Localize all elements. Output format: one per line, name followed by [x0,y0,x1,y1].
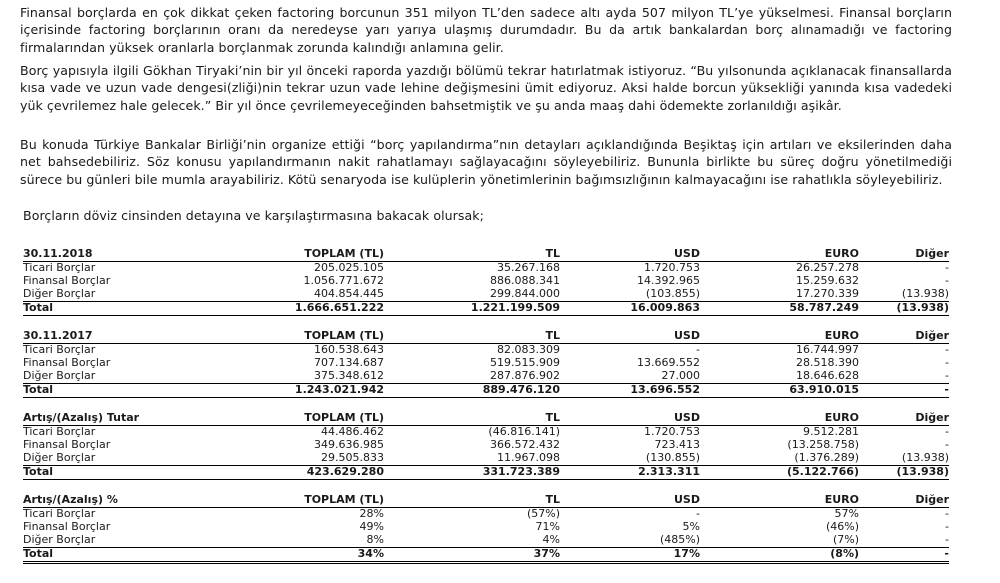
column-header-tl: TL [384,494,560,507]
column-header-total-tl: TOPLAM (TL) [223,248,384,261]
cell-tl: 35.267.168 [497,260,560,274]
total-total-tl: 34% [223,547,384,562]
cell-total-tl: 205.025.105 [314,260,384,274]
cell-euro: 17.270.339 [796,286,859,300]
cell-other: - [945,437,949,451]
cell-tl: 519.515.909 [490,355,560,369]
paragraph-debt-structure: Borç yapısıyla ilgili Gökhan Tiryaki’nin bir yıl önceki raporda yazdığı bölümü tekrar hatırlatmak istiyoruz. “Bu yılsonunda açıklanacak finansallarda kısa vade ve uzun vade dengesi(zliği)nin tekrar uzun vade lehine değişmesini ümit ediyoruz. Aksi halde borcun yüksekliği yanında kısa vadedeki yük çevrilemez hale gelecek.” Bir yıl önce çevrilemeyeceğinden bahsetmiştik ve şu anda maaş dahi ödemekte zorlanıldığı aşikâr. [20,63,952,113]
total-euro: 58.787.249 [700,301,859,315]
cell-euro: (13.258.758) [787,437,859,451]
column-header-usd: USD [560,330,700,343]
total-usd: 2.313.311 [560,465,700,479]
total-label: Total [23,383,223,397]
cell-euro: (7%) [832,532,859,546]
row-label: Ticari Borçlar [23,506,96,520]
total-label: Total [23,301,223,315]
column-header-euro: EURO [700,330,859,343]
cell-tl: 886.088.341 [490,273,560,287]
cell-euro: (1.376.289) [794,450,859,464]
cell-total-tl: 160.538.643 [314,342,384,356]
cell-other: - [945,355,949,369]
column-header-category: 30.11.2017 [23,330,223,343]
debt-table-2018 [23,248,949,316]
cell-other: - [945,506,949,520]
cell-euro: 57% [834,506,859,520]
table-header-row [23,412,949,425]
cell-total-tl: 44.486.462 [321,424,384,438]
total-usd: 17% [560,547,700,562]
cell-usd: (103.855) [645,286,700,300]
cell-euro: 15.259.632 [796,273,859,287]
cell-total-tl: 349.636.985 [314,437,384,451]
cell-other: - [945,368,949,382]
column-header-euro: EURO [700,412,859,425]
cell-tl: 366.572.432 [490,437,560,451]
cell-total-tl: 375.348.612 [314,368,384,382]
row-label: Ticari Borçlar [23,260,96,274]
cell-tl: 287.876.902 [490,368,560,382]
column-header-tl: TL [384,248,560,261]
row-label: Finansal Borçlar [23,355,111,369]
cell-euro: 28.518.390 [796,355,859,369]
table-row [23,357,949,370]
table-row [23,507,949,520]
total-row [23,465,949,479]
cell-usd: - [696,342,700,356]
cell-tl: 71% [535,519,560,533]
row-label: Finansal Borçlar [23,519,111,533]
cell-other: (13.938) [901,286,949,300]
cell-total-tl: 29.505.833 [321,450,384,464]
total-euro: (5.122.766) [700,465,859,479]
total-other: (13.938) [859,301,949,315]
total-tl: 331.723.389 [384,465,560,479]
cell-other: - [945,342,949,356]
total-usd: 16.009.863 [560,301,700,315]
cell-tl: 299.844.000 [490,286,560,300]
cell-euro: (46%) [825,519,859,533]
paragraph-factoring: Finansal borçlarda en çok dikkat çeken factoring borcunun 351 milyon TL’den sadece altı ayda 507 milyon TL’ye yükselmesi. Finansal borçların içerisinde factoring borçlarının oranı da neredeyse yarı yarıya ulaşmış durumdadır. Bu da artık bankalardan borç alınamadığı ve factoring firmalarından yüksek oranlarla borçlanmak zorunda kalındığı anlamına gelir. [20,5,952,55]
cell-usd: 723.413 [654,437,700,451]
table-row [23,521,949,534]
table-row [23,370,949,383]
column-header-euro: EURO [700,494,859,507]
cell-usd: 1.720.753 [644,424,700,438]
cell-other: - [945,519,949,533]
cell-tl: (57%) [526,506,560,520]
cell-usd: 27.000 [661,368,700,382]
table-header-row [23,330,949,343]
table-row [23,288,949,301]
cell-usd: (130.855) [645,450,700,464]
row-label: Diğer Borçlar [23,368,96,382]
total-euro: (8%) [700,547,859,562]
row-label: Finansal Borçlar [23,437,111,451]
table-header-row [23,494,949,507]
cell-usd: (485%) [659,532,700,546]
total-tl: 1.221.199.509 [384,301,560,315]
column-header-total-tl: TOPLAM (TL) [223,330,384,343]
total-row [23,383,949,397]
column-header-usd: USD [560,494,700,507]
cell-tl: (46.816.141) [488,424,560,438]
row-label: Diğer Borçlar [23,450,96,464]
row-label: Ticari Borçlar [23,342,96,356]
cell-usd: 1.720.753 [644,260,700,274]
cell-other: (13.938) [901,450,949,464]
table-row [23,261,949,274]
table-row [23,452,949,465]
cell-other: - [945,532,949,546]
table-header-row [23,248,949,261]
paragraph-restructuring: Bu konuda Türkiye Bankalar Birliği’nin organize ettiği “borç yapılandırma”nın detayları açıklandığında Beşiktaş için artıları ve eksilerinden daha net bahsedebiliriz. Söz konusu yapılandırmanın nakit rahatlamayı sağlayacağını söyleyebiliriz. Bununla birlikte bu süreç doğru yönetilmediği sürece bu günleri bile mumla arayabiliriz. Kötü senaryoda ise kulüplerin yönetimlerinin bağımsızlığının kalmayacağını ise rahatlıkla söyleyebiliriz. [20,137,952,187]
column-header-other: Diğer [859,494,949,507]
cell-euro: 26.257.278 [796,260,859,274]
cell-euro: 9.512.281 [803,424,859,438]
total-total-tl: 423.629.280 [223,465,384,479]
column-header-tl: TL [384,412,560,425]
cell-total-tl: 49% [359,519,384,533]
row-label: Diğer Borçlar [23,532,96,546]
column-header-euro: EURO [700,248,859,261]
column-header-category: Artış/(Azalış) Tutar [23,412,223,425]
column-header-total-tl: TOPLAM (TL) [223,494,384,507]
cell-euro: 18.646.628 [796,368,859,382]
table-row [23,439,949,452]
cell-euro: 16.744.997 [796,342,859,356]
column-header-other: Diğer [859,330,949,343]
column-header-usd: USD [560,412,700,425]
table-row [23,534,949,547]
column-header-tl: TL [384,330,560,343]
column-header-category: Artış/(Azalış) % [23,494,223,507]
column-header-category: 30.11.2018 [23,248,223,261]
cell-other: - [945,273,949,287]
table-row [23,343,949,356]
cell-usd: - [696,506,700,520]
total-total-tl: 1.243.021.942 [223,383,384,397]
table-row [23,425,949,438]
cell-usd: 5% [682,519,700,533]
column-header-other: Diğer [859,248,949,261]
total-usd: 13.696.552 [560,383,700,397]
total-euro: 63.910.015 [700,383,859,397]
total-other: - [859,547,949,562]
row-label: Finansal Borçlar [23,273,111,287]
total-other: (13.938) [859,465,949,479]
row-label: Diğer Borçlar [23,286,96,300]
total-label: Total [23,465,223,479]
total-total-tl: 1.666.651.222 [223,301,384,315]
total-other: - [859,383,949,397]
total-tl: 889.476.120 [384,383,560,397]
column-header-total-tl: TOPLAM (TL) [223,412,384,425]
row-label: Ticari Borçlar [23,424,96,438]
column-header-other: Diğer [859,412,949,425]
cell-tl: 11.967.098 [497,450,560,464]
change-percent-table [23,494,949,564]
total-row [23,301,949,315]
cell-usd: 14.392.965 [637,273,700,287]
cell-total-tl: 707.134.687 [314,355,384,369]
cell-total-tl: 8% [366,532,384,546]
change-amount-table [23,412,949,480]
cell-other: - [945,260,949,274]
column-header-usd: USD [560,248,700,261]
cell-total-tl: 1.056.771.672 [303,273,384,287]
debt-table-2017 [23,330,949,398]
total-label: Total [23,547,223,562]
cell-tl: 82.083.309 [497,342,560,356]
total-tl: 37% [384,547,560,562]
cell-total-tl: 28% [359,506,384,520]
cell-other: - [945,424,949,438]
total-row [23,547,949,562]
cell-usd: 13.669.552 [637,355,700,369]
table-row [23,275,949,288]
paragraph-table-intro: Borçların döviz cinsinden detayına ve karşılaştırmasına bakacak olursak; [23,208,484,223]
cell-total-tl: 404.854.445 [314,286,384,300]
cell-tl: 4% [542,532,560,546]
